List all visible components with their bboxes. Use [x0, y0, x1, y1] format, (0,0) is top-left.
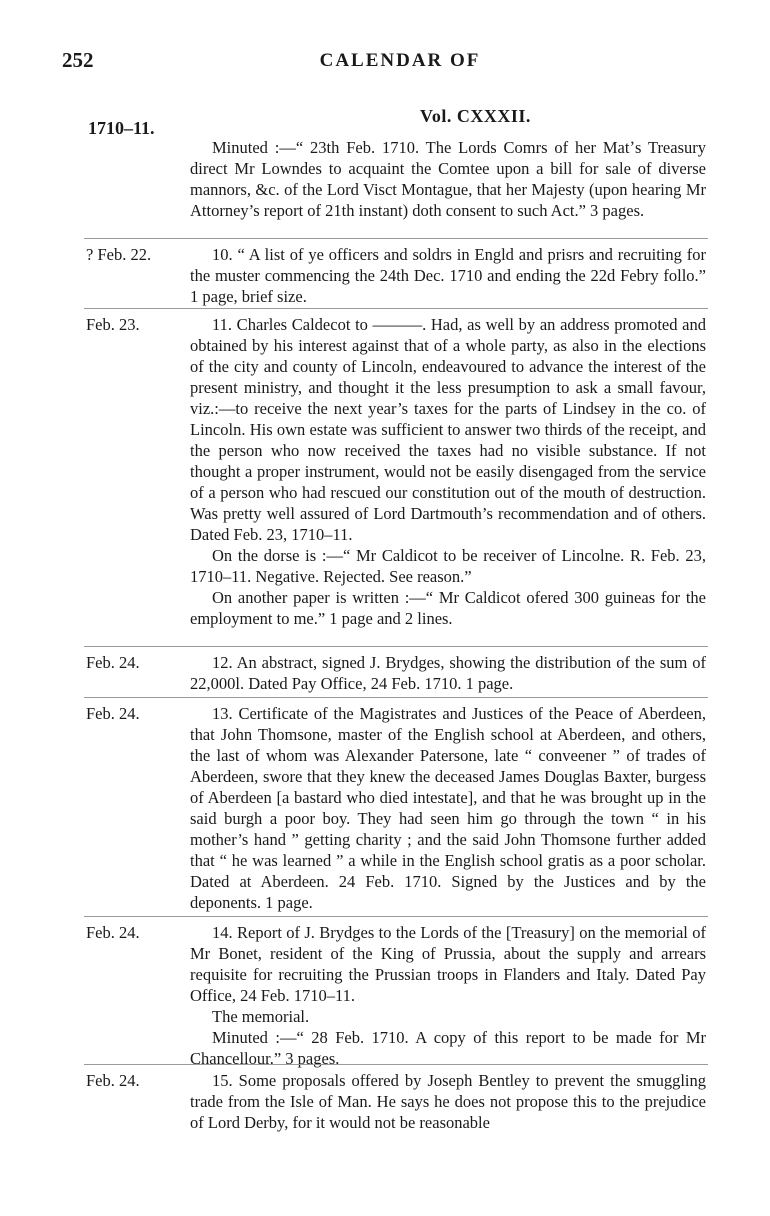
year-range: 1710–11.	[88, 118, 155, 138]
page-number: 252	[62, 48, 94, 72]
entry-body	[190, 922, 706, 1069]
entry-date: Feb. 24.	[86, 923, 140, 942]
entry-divider	[84, 697, 708, 698]
entry-date: Feb. 24.	[86, 1071, 140, 1090]
entry-paragraph: 12. An abstract, signed J. Brydges, showing the distribution of the sum of 22,000l. Dated Pay Office, 24 Feb. 1710. 1 page.	[190, 653, 706, 693]
volume-heading: Vol. CXXXII.	[420, 106, 531, 126]
entry-body	[190, 1070, 706, 1133]
entry-paragraph: Minuted :—“ 28 Feb. 1710. A copy of this report to be made for Mr Chancellour.” 3 pages.	[190, 1028, 706, 1068]
running-head: CALENDAR OF	[319, 50, 481, 71]
entry-paragraph: 14. Report of J. Brydges to the Lords of the [Treasury] on the memorial of Mr Bonet, resident of the King of Prussia, about the supply and arrears requisite for recruiting the Prussian troops in Flanders and Italy. Dated Pay Office, 24 Feb. 1710–11.	[190, 923, 706, 1005]
entry-paragraph: On another paper is written :—“ Mr Caldicot ofered 300 guineas for the employment to me.” 1 page and 2 lines.	[190, 588, 706, 628]
entry-paragraph: On the dorse is :—“ Mr Caldicot to be receiver of Lincolne. R. Feb. 23, 1710–11. Negative. Rejected. See reason.”	[190, 546, 706, 586]
entry-paragraph: 13. Certificate of the Magistrates and Justices of the Peace of Aberdeen, that John Thomsone, master of the English school at Aberdeen, and others, the last of whom was Alexander Patersone, late “ conveener ” of trades of Aberdeen, swore that they knew the deceased James Douglas Baxter, burgess of Aberdeen [a bastard who died intestate], and that he was brought up in the said burgh a poor boy. They had seen him go through the town “ in his mother’s hand ” getting charity ; and the said John Thomsone further added that “ he was learned ” a while in the English school gratis as a poor scholar. Dated at Aberdeen. 24 Feb. 1710. Signed by the Justices and by the deponents. 1 page.	[190, 704, 706, 912]
entry-divider	[84, 646, 708, 647]
entry-body	[190, 137, 706, 221]
entry-date: Feb. 24.	[86, 653, 140, 672]
entry-divider	[84, 1064, 708, 1065]
entry-body	[190, 703, 706, 913]
entry-paragraph: 10. “ A list of ye officers and soldrs in Engld and prisrs and recruiting for the muster commencing the 24th Dec. 1710 and ending the 22d Febry follo.” 1 page, brief size.	[190, 245, 706, 306]
entry-body	[190, 652, 706, 694]
entry-divider	[84, 238, 708, 239]
entry-paragraph: The memorial.	[212, 1007, 310, 1026]
entry-date: ? Feb. 22.	[86, 245, 152, 264]
entry-body	[190, 244, 706, 307]
entry-divider	[84, 308, 708, 309]
entry-paragraph: 11. Charles Caldecot to ———. Had, as well by an address promoted and obtained by his interest against that of a whole party, as also in the elections of the city and county of Lincoln, endeavoured to advance the interest of the present ministry, and thought it the less presumption to ask a small favour, viz.:—to receive the next year’s taxes for the parts of Lindsey in the co. of Lincoln. His own estate was sufficient to answer two thirds of the receipt, and the person who now received the taxes had no visible substance. If not thought a proper instrument, would not be easily disengaged from the service of a person who had rescued our constitution out of the mouth of destruction. Was pretty well assured of Lord Dartmouth’s recommendation and of others. Dated Feb. 23, 1710–11.	[190, 315, 706, 544]
entry-divider	[84, 916, 708, 917]
entry-paragraph: 15. Some proposals offered by Joseph Bentley to prevent the smuggling trade from the Isle of Man. He says he does not propose this to the prejudice of Lord Derby, for it would not be reasonable	[190, 1071, 706, 1132]
entry-date: Feb. 23.	[86, 315, 140, 334]
entry-date: Feb. 24.	[86, 704, 140, 723]
entry-paragraph: Minuted :—“ 23th Feb. 1710. The Lords Comrs of her Matʼs Treasury direct Mr Lowndes to acquaint the Comtee upon a bill for sale of diverse mannors, &c. of the Lord Visct Montague, that her Majesty (upon hearing Mr Attorney’s report of 21th instant) doth consent to such Act.” 3 pages.	[190, 138, 706, 220]
entry-body	[190, 314, 706, 629]
